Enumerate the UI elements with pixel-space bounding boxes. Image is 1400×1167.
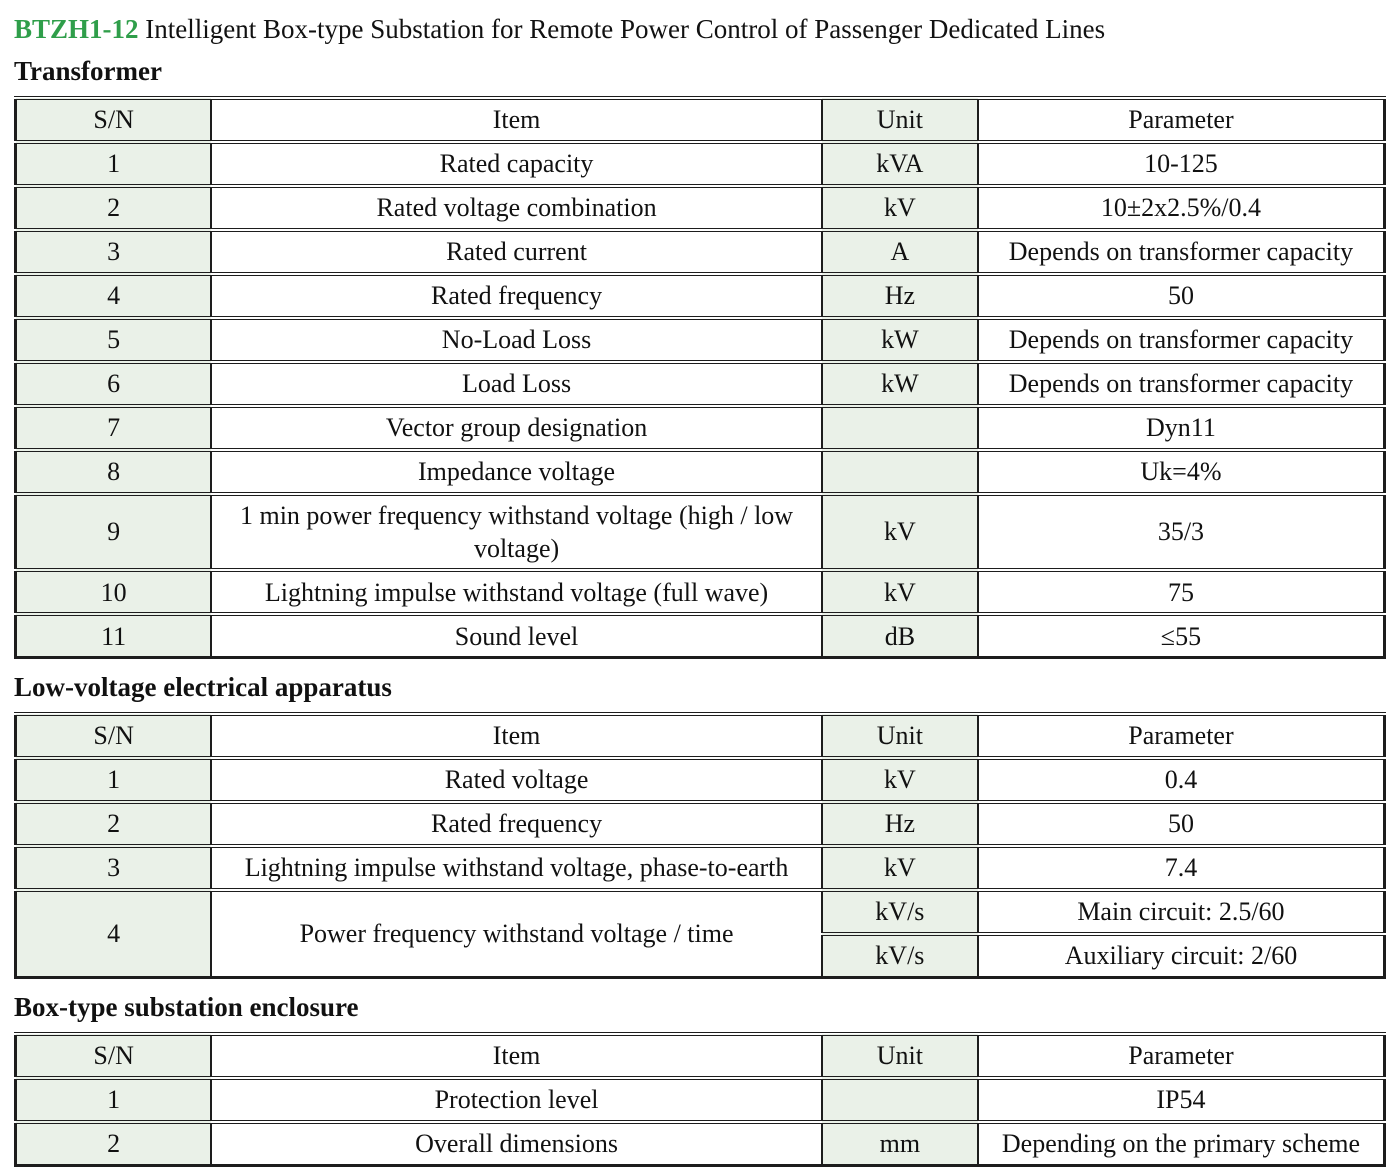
column-header-sn: S/N bbox=[16, 98, 212, 142]
table-row bbox=[16, 846, 1385, 890]
cell-item: Power frequency withstand voltage / time bbox=[211, 890, 822, 978]
cell-sn: 4 bbox=[16, 890, 212, 978]
cell-item: Rated current bbox=[211, 230, 822, 274]
cell-item: Rated voltage combination bbox=[211, 186, 822, 230]
cell-item: Lightning impulse withstand voltage (full wave) bbox=[211, 570, 822, 614]
section-heading-transformer: Transformer bbox=[14, 56, 162, 87]
cell-param: ≤55 bbox=[978, 614, 1385, 658]
cell-unit: Hz bbox=[822, 802, 978, 846]
table-row bbox=[16, 318, 1385, 362]
column-header-unit: Unit bbox=[822, 714, 978, 758]
cell-item: Impedance voltage bbox=[211, 450, 822, 494]
cell-item: Protection level bbox=[211, 1078, 822, 1122]
column-header-sn: S/N bbox=[16, 1034, 212, 1078]
section-heading-low-voltage: Low-voltage electrical apparatus bbox=[14, 672, 392, 703]
table-row bbox=[16, 1122, 1385, 1166]
section-low-voltage-apparatus bbox=[14, 671, 1386, 979]
table-row bbox=[16, 274, 1385, 318]
cell-param: Dyn11 bbox=[978, 406, 1385, 450]
column-header-param: Parameter bbox=[978, 714, 1385, 758]
cell-sn: 4 bbox=[16, 274, 212, 318]
cell-param: 10±2x2.5%/0.4 bbox=[978, 186, 1385, 230]
cell-unit: kV bbox=[822, 570, 978, 614]
column-header-item: Item bbox=[211, 714, 822, 758]
cell-unit: dB bbox=[822, 614, 978, 658]
cell-item: Sound level bbox=[211, 614, 822, 658]
low-voltage-table bbox=[14, 712, 1386, 979]
cell-sn: 2 bbox=[16, 1122, 212, 1166]
cell-param: Main circuit: 2.5/60 bbox=[978, 890, 1385, 934]
column-header-param: Parameter bbox=[978, 1034, 1385, 1078]
cell-param: Depends on transformer capacity bbox=[978, 318, 1385, 362]
cell-unit: kW bbox=[822, 318, 978, 362]
cell-sn: 2 bbox=[16, 186, 212, 230]
cell-sn: 1 bbox=[16, 1078, 212, 1122]
table-row bbox=[16, 802, 1385, 846]
cell-unit bbox=[822, 1078, 978, 1122]
column-header-unit: Unit bbox=[822, 1034, 978, 1078]
column-header-sn: S/N bbox=[16, 714, 212, 758]
cell-param: Depending on the primary scheme bbox=[978, 1122, 1385, 1166]
cell-unit: kV bbox=[822, 494, 978, 571]
cell-sn: 2 bbox=[16, 802, 212, 846]
cell-param: 0.4 bbox=[978, 758, 1385, 802]
enclosure-table bbox=[14, 1032, 1386, 1167]
cell-unit: kV/s bbox=[822, 890, 978, 934]
cell-sn: 10 bbox=[16, 570, 212, 614]
section-heading-enclosure: Box-type substation enclosure bbox=[14, 992, 359, 1023]
cell-param: Auxiliary circuit: 2/60 bbox=[978, 934, 1385, 978]
table-row bbox=[16, 450, 1385, 494]
cell-item: Vector group designation bbox=[211, 406, 822, 450]
table-row bbox=[16, 186, 1385, 230]
product-model: BTZH1-12 bbox=[14, 14, 139, 44]
cell-sn: 5 bbox=[16, 318, 212, 362]
cell-sn: 8 bbox=[16, 450, 212, 494]
cell-item: Lightning impulse withstand voltage, phase-to-earth bbox=[211, 846, 822, 890]
cell-unit: kV bbox=[822, 758, 978, 802]
column-header-item: Item bbox=[211, 98, 822, 142]
header-row bbox=[16, 1034, 1385, 1078]
cell-sn: 9 bbox=[16, 494, 212, 571]
cell-sn: 3 bbox=[16, 846, 212, 890]
cell-sn: 1 bbox=[16, 758, 212, 802]
cell-unit bbox=[822, 450, 978, 494]
transformer-table bbox=[14, 96, 1386, 660]
cell-unit: kVA bbox=[822, 142, 978, 186]
cell-unit: mm bbox=[822, 1122, 978, 1166]
cell-param: 50 bbox=[978, 274, 1385, 318]
table-row bbox=[16, 230, 1385, 274]
page-title bbox=[14, 12, 1386, 47]
cell-sn: 1 bbox=[16, 142, 212, 186]
cell-param: 35/3 bbox=[978, 494, 1385, 571]
cell-param: 10-125 bbox=[978, 142, 1385, 186]
cell-unit: Hz bbox=[822, 274, 978, 318]
table-row bbox=[16, 614, 1385, 658]
cell-sn: 11 bbox=[16, 614, 212, 658]
cell-item: No-Load Loss bbox=[211, 318, 822, 362]
cell-param: 75 bbox=[978, 570, 1385, 614]
header-row bbox=[16, 714, 1385, 758]
cell-item: Overall dimensions bbox=[211, 1122, 822, 1166]
page-title-text: Intelligent Box-type Substation for Remote Power Control of Passenger Dedicated Lines bbox=[138, 14, 1106, 44]
cell-unit: kV/s bbox=[822, 934, 978, 978]
cell-unit bbox=[822, 406, 978, 450]
cell-item: 1 min power frequency withstand voltage (high / low voltage) bbox=[211, 494, 822, 571]
column-header-param: Parameter bbox=[978, 98, 1385, 142]
section-enclosure bbox=[14, 991, 1386, 1167]
cell-item: Rated capacity bbox=[211, 142, 822, 186]
table-row bbox=[16, 406, 1385, 450]
table-row bbox=[16, 142, 1385, 186]
cell-item: Rated voltage bbox=[211, 758, 822, 802]
cell-item: Rated frequency bbox=[211, 802, 822, 846]
column-header-item: Item bbox=[211, 1034, 822, 1078]
cell-item: Load Loss bbox=[211, 362, 822, 406]
cell-param: 50 bbox=[978, 802, 1385, 846]
cell-param: Uk=4% bbox=[978, 450, 1385, 494]
table-row bbox=[16, 758, 1385, 802]
cell-unit: kV bbox=[822, 846, 978, 890]
table-row bbox=[16, 890, 1385, 934]
cell-sn: 3 bbox=[16, 230, 212, 274]
cell-param: 7.4 bbox=[978, 846, 1385, 890]
table-row bbox=[16, 570, 1385, 614]
cell-sn: 7 bbox=[16, 406, 212, 450]
column-header-unit: Unit bbox=[822, 98, 978, 142]
cell-item: Rated frequency bbox=[211, 274, 822, 318]
section-transformer bbox=[14, 55, 1386, 659]
table-row bbox=[16, 494, 1385, 571]
cell-unit: kV bbox=[822, 186, 978, 230]
cell-unit: A bbox=[822, 230, 978, 274]
cell-unit: kW bbox=[822, 362, 978, 406]
cell-sn: 6 bbox=[16, 362, 212, 406]
table-row bbox=[16, 362, 1385, 406]
cell-param: Depends on transformer capacity bbox=[978, 362, 1385, 406]
cell-param: IP54 bbox=[978, 1078, 1385, 1122]
header-row bbox=[16, 98, 1385, 142]
cell-param: Depends on transformer capacity bbox=[978, 230, 1385, 274]
table-row bbox=[16, 1078, 1385, 1122]
